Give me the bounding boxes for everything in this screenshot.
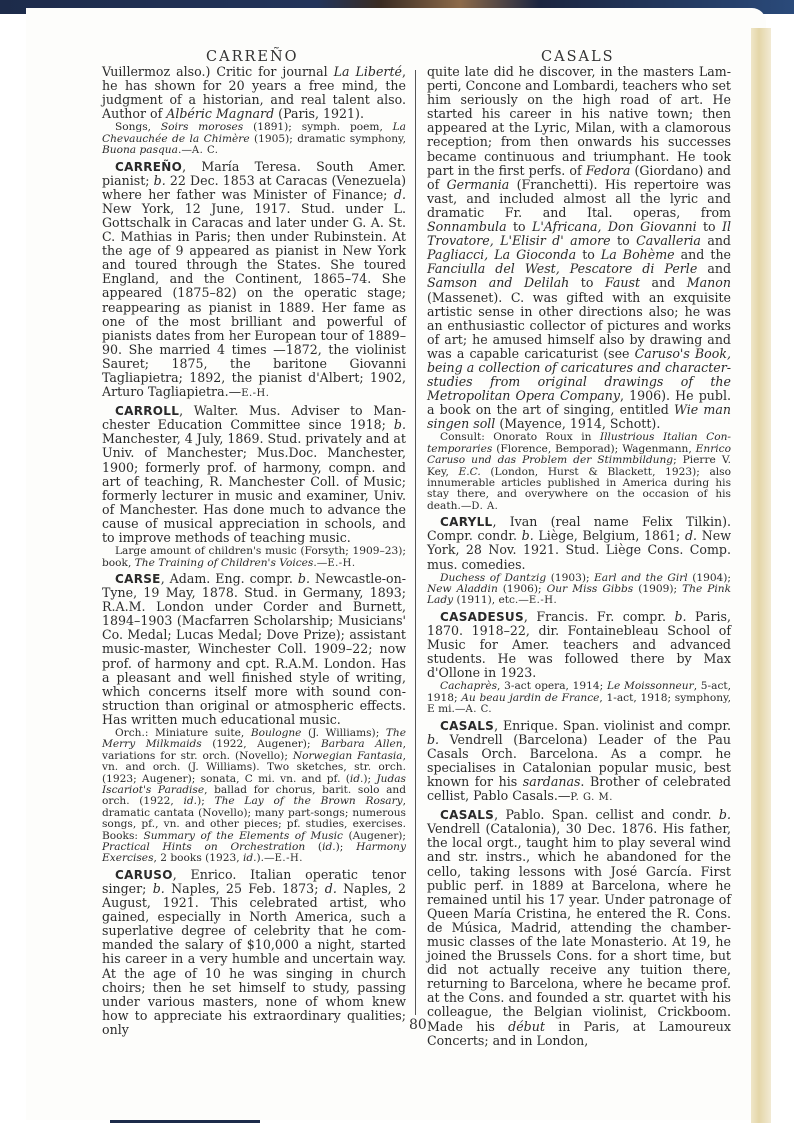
text-run: , Ivan (real name Felix Tilkin). Compr. condr. [427,514,731,544]
text-run: ).— [256,852,275,865]
italic-text: La Chevauchée de la Chimère [102,121,406,145]
text-run: Songs, [115,121,161,134]
right-column [427,65,731,1048]
page-edge [751,28,771,1123]
italic-text: Summary of the Elements of Music [143,829,343,842]
headword: CARSE [115,571,161,586]
text-run: , variations for str. orch. (Novello); [102,738,406,762]
text-run: (1905); dramatic symphony, [249,132,406,145]
text-run: , ballad for chorus, barit. solo and orch. (1922, [102,784,406,808]
text-run: (Giordano) and of [427,162,731,192]
text-run: , Francis. Fr. compr. [523,608,675,624]
text-run: .— [177,144,192,157]
headword: CARUSO [115,867,173,882]
text-run: Large amount of children's music (Forsyth; 1909–23); book, [102,545,406,569]
author-signature: A. C. [191,145,219,157]
italic-text: Boulogne [250,726,302,739]
italic-text: Earl and the Girl [594,571,688,584]
italic-text: E.C. [458,465,481,478]
italic-text: Buona pasqua [102,144,178,157]
text-run: ); [335,841,357,854]
works-list [427,681,731,715]
italic-text: Samson and Delilah [427,275,570,291]
italic-text: Enrico Caruso und das Problem der Stimmbildung [427,442,731,467]
italic-text: L'Africana, Don Giovanni [531,219,697,235]
italic-text: id. [183,795,198,808]
italic-text: d. [393,186,406,202]
author-signature: P. G. M. [570,792,613,804]
text-run: to [506,219,532,235]
italic-text: The Merry Milkmaids [102,726,406,751]
entry-caruso-continued [427,65,731,431]
italic-text: La Bohème [600,247,675,263]
text-run: (1909); [633,583,683,596]
headword: CASALS [440,808,495,823]
text-run: . Brother of celebrated cellist, Pablo Casals.— [427,773,731,804]
text-run: Vendrell (Barcelona) Leader of the Pau Casals Orch. Barcelona. As a compr. he specialises in Catalonian popular music, best known for his [427,731,731,789]
italic-text: id. [322,841,336,854]
entry-casals-enrique [427,719,731,806]
italic-text: Fanciulla del West, Pescatore di Perle [427,261,698,277]
text-run: (J. Williams); [301,726,386,739]
italic-text: Manon [686,275,731,291]
italic-text: id. [242,852,257,865]
italic-text: Le Moissonneur [606,680,694,693]
italic-text: Cachaprès [440,680,498,693]
text-run: Newcastle-on-Tyne, 19 May, 1878. Stud. in Germany, 1893; R.A.M. London under Corder and Burnett, 1894–1903 (Macfarren Scholarship; Musicians' Co. Medal; Lucas Medal; Dove Prize); assistant music-master, Winchester Coll. 1909–22; now prof. of harmony and cpt. R.A.M. London. Has a pleasant and well finished style of writing, which concerns itself more with sound construction than original or atmospheric effects. Has written much educational music. [102,570,406,727]
italic-text: The Lay of the Brown Rosary [214,795,403,808]
author-signature: E.-H. [274,853,303,865]
italic-text: Wie man singen soll [427,402,731,432]
works-list [102,546,406,569]
text-run: quite late did he discover, in the masters Lamperti, Concone and Lombardi, teachers who set him seriously on the high road of art. He started his career in his native town; then appeared at the Lyric, Milan, with a clamorous reception; from then onwards his successes became continuous and triumphant. He took part in the first perfs. of [427,64,731,178]
page-number: 80 [409,1017,427,1033]
text-run: (Franchetti). His repertoire was vast, and included almost all the lyric and dramatic Fr. and Ital. operas, from [427,176,731,220]
text-run: , 1906). He publ. a book on the art of singing, entitled [427,388,731,418]
text-run: ); [363,772,377,785]
headword: CARROLL [115,404,180,419]
text-run: New York, 28 Nov. 1921. Stud. Liège Cons. Comp. mus. comedies. [427,528,731,572]
italic-text: Barbara Allen [320,738,403,751]
italic-text: Germania [446,176,510,192]
italic-text: Albéric Magnard [166,106,275,122]
text-run: (1904); [687,571,732,584]
text-run: ( [305,841,323,854]
left-column [102,65,406,1037]
text-run: , Enrique. Span. violinist and compr. [494,717,731,733]
text-run: 22 Dec. 1853 at Caracas (Venezuela) where her father was Minister of Finance; [102,172,406,202]
text-run: (Mayence, 1914, Schott). [495,416,661,432]
text-run: and [697,261,732,277]
running-head-left: CARREÑO [206,49,299,65]
italic-text: Au beau jardin de France [461,691,600,704]
italic-text: début [508,1018,545,1034]
text-run: (1903); [546,571,595,584]
italic-text: sardanas [522,773,581,789]
author-signature: D. A. [471,500,499,512]
italic-text: b. [674,608,687,624]
author-signature: E.-H. [241,388,270,400]
entry-carse [102,572,406,727]
italic-text: d. [324,880,337,896]
text-run: , he has shown for 20 years a free mind, the judgment of a historian, and real talent also. Author of [102,64,406,122]
text-run: (1922, Augener); [201,738,321,751]
headword: CASALS [440,718,495,733]
italic-text: Pagliacci, La Gioconda [427,247,577,263]
italic-text: The Training of Children's Voices [134,556,314,569]
italic-text: La Liberté [333,64,402,79]
italic-text: b. [152,880,165,896]
entry-casals-pablo [427,808,731,1048]
text-run: and the [674,247,732,263]
text-run: , Enrico. Italian operatic tenor singer; [102,866,406,896]
entry-caryll [427,515,731,571]
author-signature: A. C. [465,704,493,716]
text-run: (Massenet). C. was gifted with an exquisite artistic sense in other directions also; he was an enthusiastic collector of pictures and works of art; he amused himself also by drawing and was a capable caricaturist (see [427,289,731,361]
text-run: , vn. and orch. (J. Williams). Two sketches, str. orch. (1923; Augener); sonata, C mi. vn. and pf. ( [102,749,406,785]
text-run: Naples, 2 August, 1921. This celebrated artist, who gained, especially in North America, such a superlative degree of celebrity that he commanded the salary of $10,000 a night, started his career in a very humble and uncertain way. At the age of 10 he was singing in church choirs; then he set himself to study, passing under various masters, none of whom knew how to appreciate his extraordinary qualities; only [102,880,407,1037]
italic-text: Soirs moroses [160,121,244,134]
text-run: to [576,247,601,263]
text-run: Vuillermoz also.) Critic for journal [102,64,334,79]
italic-text: Practical Hints on Orchestration [102,841,306,854]
author-signature: E.-H. [528,595,558,607]
text-run: (Augener); [342,829,406,842]
works-list [102,728,406,865]
consult-references [427,432,731,512]
headword: CARREÑO [115,159,183,174]
italic-text: Duchess of Dantzig [440,571,547,584]
italic-text: Sonnambula [427,219,507,235]
running-head-right: CASALS [541,49,615,65]
entry-caruso [102,868,406,1037]
italic-text: Our Miss Gibbs [546,583,634,596]
italic-text: Cavalleria [636,233,701,249]
italic-text: Caruso's Book, being a collection of caricatures and character-studies from original drawings of the Metropolitan Opera Company [427,345,731,404]
text-run: and [640,275,687,291]
text-run: (Florence, Bemporad); Wagenmann, [492,442,696,455]
italic-text: Judas Iscariot's Paradise [102,772,406,796]
entry-continuation [102,65,406,121]
italic-text: b. [427,731,440,747]
italic-text: d. [684,528,698,544]
text-run: , 5-act, 1918; [427,680,731,704]
italic-text: b. [393,417,406,433]
italic-text: Harmony Exercises [102,841,406,865]
text-run: ); [197,795,215,808]
text-run: Liège, Belgium, 1861; [533,528,685,544]
entry-carroll [102,404,406,545]
entry-carreno [102,160,406,402]
text-run: , Adam. Eng. compr. [160,570,298,586]
italic-text: Illustrious Italian Contemporaries [427,431,731,455]
italic-text: b. [153,172,166,188]
text-run: , 2 books (1923, [153,852,243,865]
entry-casadesus [427,610,731,680]
italic-text: b. [718,807,731,823]
text-run: Paris, 1870. 1918–22, dir. Fontainebleau School of Music for Amer. teachers and advanced students. He was followed there by Max d'Ollone in 1923. [427,608,731,681]
text-run: to [569,275,605,291]
text-run: ; Pierre V. Key, [427,454,731,478]
text-run: (London, Hurst & Blackett, 1923); also innumerable articles published in America during his stay there, and overywhere on the occasion of his death.— [427,465,731,512]
text-run: , 3-act opera, 1914; [497,680,607,693]
italic-text: b. [521,528,534,544]
text-run: , Pablo. Span. cellist and condr. [494,807,719,823]
text-run: in Paris, at Lamoureux Concerts; and in London, [427,1018,731,1048]
text-run: to [696,219,722,235]
italic-text: Fedora [585,162,631,178]
works-list [427,573,731,607]
headword: CASADESUS [440,609,524,624]
italic-text: New Aladdin [427,583,498,596]
text-run: Orch.: Miniature suite, [115,726,251,739]
italic-text: b. [297,570,310,586]
text-run: Vendrell (Catalonia), 30 Dec. 1876. His father, the local orgt., taught him to play several wind and str. instrs., which he abandoned for the cello, taking lessons with José García. First public perf. in 1889 at Barcelona, where he remained until his 17 year. Under patronage of Queen María Cristina, he entered the R. Cons. de Música, Madrid, attending the chamber-music classes of the late Monasterio. At 19, he joined the Brussels Cons. for a short time, but did not actually receive any tuition there, returning to Barcelona, where he became prof. at the Cons. and founded a str. quartet with his colleague, the Belgian violinist, Crickboom. Made his [427,821,731,1034]
text-run: New York, 12 June, 1917. Stud. under L. Gottschalk in Caracas and later under G. A. St. C. Mathias in Paris; then under Rubinstein. At the age of 9 appeared as pianist in New York and toured through the States. She toured England, and the Continent, 1865–74. She appeared (1875–82) on the operatic stage; reappearing as pianist in 1889. Her fame as one of the most brilliant and powerful of pianists dates from her European tour of 1889–90. She married 4 times —1872, the violinist Sauret; 1875, the baritone Giovanni Tagliapietra; 1892, the pianist d'Albert; 1902, Arturo Tagliapietra.— [102,200,406,400]
works-list [102,122,406,156]
text-run: Consult: Onorato Roux in [440,431,600,444]
text-run: , 1-act, 1918; symphony, E mi.— [427,691,731,716]
author-signature: E.-H. [327,557,356,569]
text-run: , María Teresa. South Amer. pianist; [102,158,406,188]
italic-text: Faust [604,275,641,291]
text-run: (1906); [497,583,547,596]
italic-text: The Pink Lady [427,583,732,607]
text-run: (Paris, 1921). [274,106,364,122]
text-run: .— [313,556,328,569]
text-run: Naples, 25 Feb. 1873; [164,880,325,896]
column-rule [415,70,416,1015]
text-run: , dramatic cantata (Novello); many part-songs; numerous songs, pf., vn. and other pieces; pf. studies, exercises. Books: [102,795,406,842]
text-run: (1891); symph. poem, [243,121,393,134]
text-run: Manchester, 4 July, 1869. Stud. privately and at Univ. of Manchester; Mus.Doc. Manchester, 1900; formerly prof. of harmony, compn. and art of teaching, R. Manchester Coll. of Music; formerly lecturer in music and examiner, Univ. of Manchester. Has done much to advance the cause of musical appreciation in schools, and to improve methods of teaching music. [102,431,406,546]
headword: CARYLL [440,515,493,530]
italic-text: Norwegian Fantasia [292,749,403,762]
text-run: and [700,233,731,249]
italic-text: id. [349,772,364,785]
italic-text: Il Trovatore, L'Elisir d' amore [427,219,732,249]
text-run: to [610,233,637,249]
text-run: (1911), etc.— [453,594,529,607]
text-run: , Walter. Mus. Adviser to Manchester Education Committee since 1918; [102,403,406,433]
